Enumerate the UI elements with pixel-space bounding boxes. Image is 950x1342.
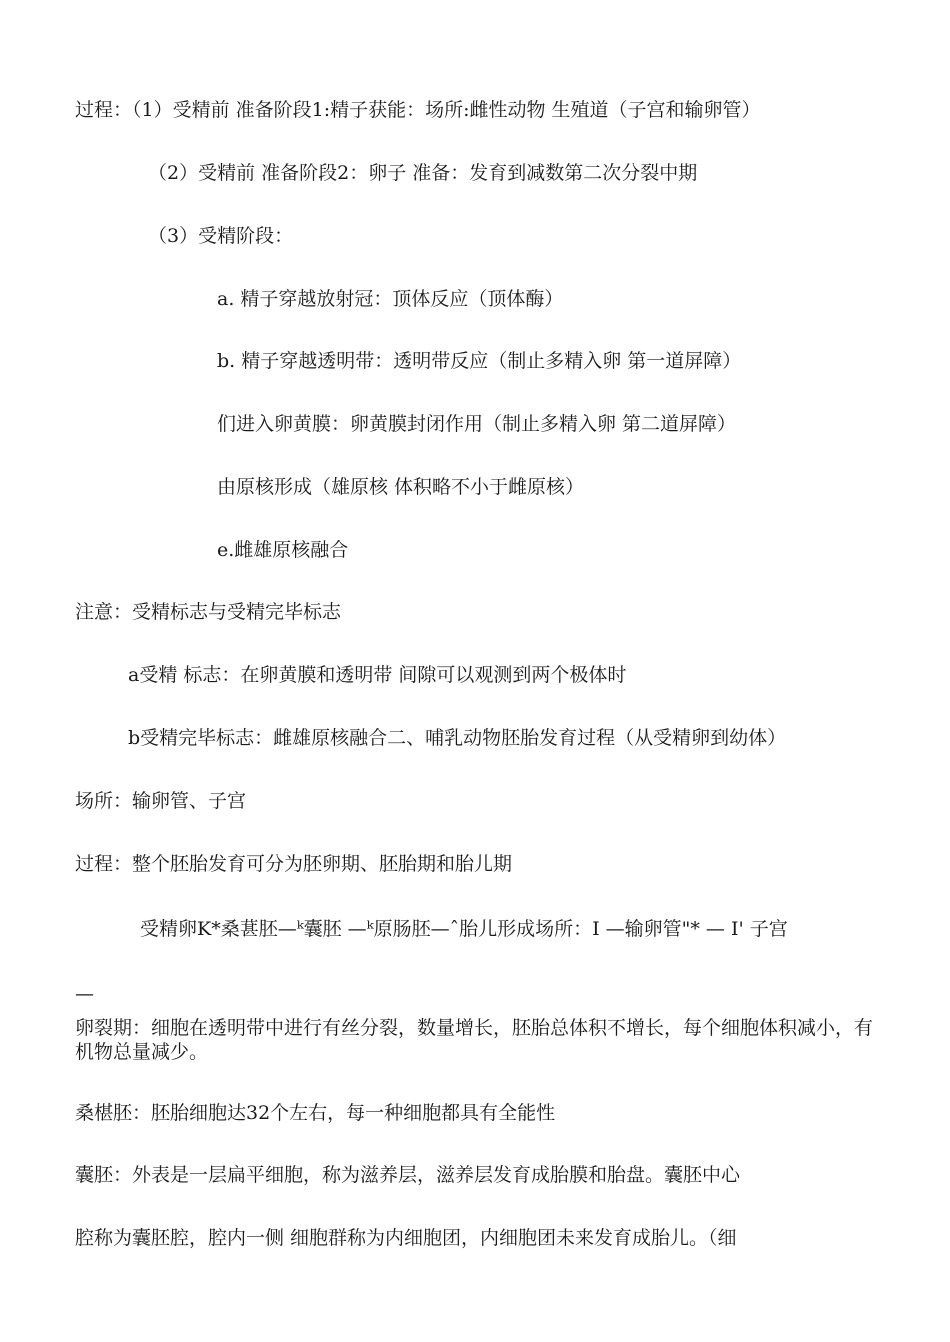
stage-item-a: a. 精子穿越放射冠：顶体反应（顶体酶） [217, 288, 564, 310]
dash-line: — [75, 983, 94, 1005]
blastocyst-line-2: 腔称为囊胚腔，腔内一侧 细胞群称为内细胞团，内细胞团未来发育成胎儿。（细 [75, 1227, 737, 1249]
note-heading: 注意：受精标志与受精完毕标志 [75, 601, 342, 623]
note-item-a: a受精 标志：在卵黄膜和透明带 间隙可以观测到两个极体时 [128, 664, 627, 686]
process-line-1: 过程：（1）受精前 准备阶段1:精子获能：场所:雌性动物 生殖道（子宫和输卵管） [75, 99, 761, 121]
stage-item-e: e.雌雄原核融合 [217, 539, 349, 561]
fertilization-stage-heading: （3）受精阶段： [148, 225, 294, 247]
location-line: 场所：输卵管、子宫 [75, 790, 247, 812]
process-summary-line: 过程：整个胚胎发育可分为胚卵期、胚胎期和胎儿期 [75, 853, 513, 875]
stage-item-c: 们进入卵黄膜：卵黄膜封闭作用（制止多精入卵 第二道屏障） [217, 413, 737, 435]
development-sequence-line: 受精卵K*桑葚胚—ᵏ囊胚 —ᵏ原肠胚—ˆ胎儿形成场所：I —输卵管"* — I' 子宫 [140, 918, 788, 940]
note-item-b: b受精完毕标志：雌雄原核融合二、哺乳动物胚胎发育过程（从受精卵到幼体） [128, 727, 787, 749]
cleavage-paragraph: 卵裂期：细胞在透明带中进行有丝分裂，数量增长，胚胎总体积不增长，每个细胞体积减小，有机物总量减少。 [75, 1017, 874, 1063]
blastocyst-line-1: 囊胚：外表是一层扁平细胞，称为滋养层，滋养层发育成胎膜和胎盘。囊胚中心 [75, 1164, 741, 1186]
stage-item-b: b. 精子穿越透明带：透明带反应（制止多精入卵 第一道屏障） [217, 350, 742, 372]
stage-item-d: 由原核形成（雄原核 体积略不小于雌原核） [217, 476, 585, 498]
process-line-2: （2）受精前 准备阶段2：卵子 准备：发育到减数第二次分裂中期 [148, 162, 698, 184]
morula-line: 桑椹胚：胚胎细胞达32个左右，每一种细胞都具有全能性 [75, 1102, 556, 1124]
